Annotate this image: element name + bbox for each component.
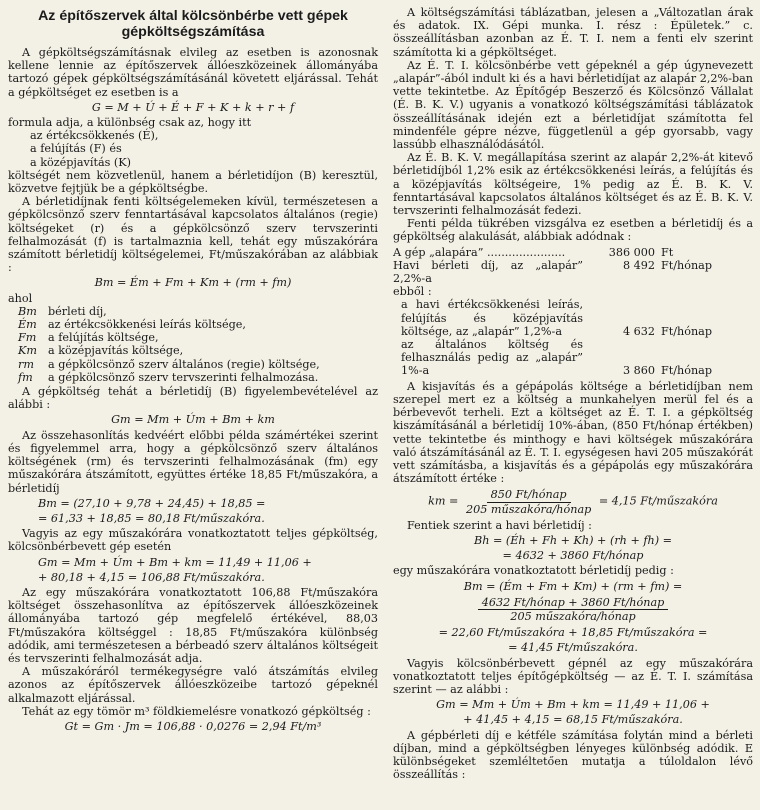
formula-km: km = $\frac{\text{850 Ft/hónap}}{\text{205 műszakóra/hónap}}$ = 4,15 Ft/műszakóra: [428, 488, 718, 516]
formula-bm-calc-2: = 61,33 + 18,85 = 80,18 Ft/műszakóra.: [38, 511, 265, 525]
formula-bm-3: = 22,60 Ft/műszakóra + 18,85 Ft/műszakóra =: [438, 626, 708, 640]
paragraph: A gépbérleti díj e kétféle számítása folytán mind a bérleti díjban, mind a gépköltségben lényeges különbség adódik. E különbségeket szemléltetően mutatja a túloldalon lévő összeállítás :: [393, 728, 753, 782]
paragraph: Vagyis az egy műszakórára vonatkoztatott teljes gépköltség, kölcsönbérbevett gép esetén: [8, 527, 378, 554]
formula-gm-etI-1: Gm = Mm + Úm + Bm + km = 11,49 + 11,06 +: [436, 698, 710, 712]
table-subheading: ebből :: [393, 285, 432, 299]
formula-gt: Gt = Gm · Jm = 106,88 · 0,0276 = 2,94 Ft/m³: [64, 719, 322, 733]
table-row: Havi bérleti díj, az „alapár” 2,2%-a 8 492 Ft/hónap: [393, 258, 713, 286]
formula-gm-calc-2: + 80,18 + 4,15 = 106,88 Ft/műszakóra.: [38, 570, 265, 584]
paragraph: Tehát az egy tömör m³ földkiemelésre vonatkozó gépköltség :: [22, 704, 371, 718]
table-row: a havi értékcsökkenési leírás, felújítás és középjavítás költsége, az „alapár” 1,2%-a 4 632 Ft/hónap: [401, 298, 713, 338]
paragraph: Az É. B. K. V. megállapítása szerint az alapár 2,2%-át kitevő bérletidíjból 1,2% esik az értékcsökkenési leírás, a felújítás és a középjavítás költségeire, 1% pedig az É. B. K. V. fenntartásával kapcsolatos általános költséget és az É. B. K. V. tervszerinti felhalmozását fedezi.: [393, 151, 753, 218]
list-item: a középjavítás (K): [30, 155, 132, 169]
formula-bm-1: Bm = (Ém + Fm + Km) + (rm + fm) =: [463, 579, 683, 593]
formula-bm-calc-1: Bm = (27,10 + 9,78 + 24,45) + 18,85 =: [38, 496, 266, 510]
definitions: [8, 292, 378, 384]
definition-row: Fm a felújítás költsége,: [18, 331, 159, 345]
right-column: [393, 6, 753, 781]
paragraph: A bérletidíjnak fenti költségelemeken kívül, természetesen a gépkölcsönző szerv fenntartásával kapcsolatos általános (regie) költségeket (r) és a gépkölcsönző szerv tervszerinti felhalmozását (f) is tartalmaznia kell, tehát egy műszakórára számított bérletidíj költségelemei, Ft/műszakórában az alábbiak :: [8, 195, 378, 275]
formula-bh-2: = 4632 + 3860 Ft/hónap: [502, 549, 644, 563]
fraction: $\frac{\text{4632 Ft/hónap + 3860 Ft/hónap}}{\text{205 műszakóra/hónap}}$: [478, 596, 669, 623]
formula-bm: Bm = Ém + Fm + Km + (rm + fm): [94, 276, 292, 290]
paragraph: Fentiek szerint a havi bérletidíj :: [407, 518, 592, 532]
definition-row: fm a gépkölcsönző szerv tervszerinti felhalmozása.: [18, 370, 319, 384]
formula-bm-4: = 41,45 Ft/műszakóra.: [508, 641, 638, 655]
list-item: a felújítás (F) és: [30, 142, 122, 156]
paragraph: A műszakóráról termékegységre való átszámítás elvileg azonos az építőszervek állóeszközeibe tartozó gépeknél alkalmazott eljárással.: [8, 665, 378, 705]
paragraph: Az egy műszakórára vonatkoztatott 106,88 Ft/műszakóra költséget összehasonlítva az építőszervek állóeszközeinek állományába tartozó gép megfelelő értékével, 88,03 Ft/műszakóra költséggel : 18,85 Ft/műszakóra különbség adódik, ami természetesen a bérbeadó szerv általános költségeit és tervszerinti felhalmozását adja.: [8, 585, 378, 665]
fraction: $\frac{\text{850 Ft/hónap}}{\text{205 műszakóra/hónap}}$: [465, 488, 592, 516]
paragraph: Vagyis kölcsönbérbevett gépnél az egy műszakórára vonatkoztatott teljes építőgépköltség — az É. T. I. számítása szerint — az alábbi :: [393, 656, 753, 696]
left-column: [8, 6, 378, 735]
paragraph: Fenti példa tükrében vizsgálva ez esetben a bérletidíj és a gépköltség alakulását, alábbiak adódnak :: [393, 217, 753, 244]
formula-gm-etI-2: + 41,45 + 4,15 = 68,15 Ft/műszakóra.: [463, 713, 683, 727]
paragraph: A gépköltségszámításnak elvileg az esetben is azonosnak kellene lennie az építőszervek állóeszközeinek állományába tartozó gépek gépköltségszámításánál követett eljárással. Tehát a gépköltséget ez esetben is a: [8, 46, 378, 99]
formula-g: G = M + Ú + É + F + K + k + r + f: [91, 100, 295, 114]
cost-list: [8, 129, 378, 169]
paragraph: Az összehasonlítás kedvéért előbbi példa számértékei szerint és figyelemmel arra, hogy a gépkölcsönző szerv általános költségének (rm) és tervszerinti felhalmozásának (fm) egy műszakórára átszámított, együttes értéke 18,85 Ft/műszakóra, a bérletidíj: [8, 428, 378, 495]
paragraph: egy műszakórára vonatkoztatott bérletidíj pedig :: [393, 564, 674, 578]
paragraph: A kisjavítás és a gépápolás költsége a bérletidíjban nem szerepel mert ez a költség a munkahelyen merül fel és a bérbevevőt terheli. Ezt a költséget az É. T. I. a gépköltség kiszámításánál a bérletidíj 10%-ában, (850 Ft/hónap értékben) vette tekintetbe és minthogy e havi költségek műszakórára való átszámításánál az É. T. I. egységesen havi 205 műszakórát vett számításba, a kisjavítás és a gépápolás egy műszakórára átszámított értéke :: [393, 379, 753, 486]
paragraph: költségét nem közvetlenül, hanem a bérletidíjon (B) keresztül, közvetve fejtjük be a gépköltségbe.: [8, 168, 378, 196]
formula-gm: Gm = Mm + Úm + Bm + km: [111, 413, 275, 427]
rental-table: [393, 246, 753, 378]
definitions-intro: ahol: [8, 291, 33, 305]
article-title: Az építőszervek által kölcsönbérbe vett gépek gépköltségszámítása: [38, 8, 348, 40]
paragraph: A költségszámítási táblázatban, jelesen a „Változatlan árak és adatok. IX. Gépi munka. I. rész : Épületek.” c. összeállításban azonban az É. T. I. nem a fenti elv szerint számította ki a gépköltséget.: [393, 6, 753, 59]
definition-row: Km a középjavítás költsége,: [18, 344, 184, 358]
paragraph: Az É. T. I. kölcsönbérbe vett gépeknél a gép úgynevezett „alapár”-ából indult ki és a havi bérletidíjat az alapár 2,2%-ban vette tekintetbe. Az Építőgép Beszerző és Kölcsönző Vállalat (É. B. K. V.) ugyanis a vonatkozó költségszámítási táblázatok összeállításának idején ezt a bérletidíjat számította fel mindenféle gépre nézve, függetlenül a gép gyorsabb, vagy lassúbb elhasználódásától.: [393, 58, 753, 152]
formula-bh-1: Bh = (Éh + Fh + Kh) + (rh + fh) =: [473, 533, 673, 547]
definition-row: rm a gépkölcsönző szerv általános (regie) költsége,: [18, 357, 320, 371]
definition-row: Bm bérleti díj,: [18, 304, 107, 318]
table-row: A gép „alapára” ...................... 386 000 Ft: [393, 245, 674, 259]
paragraph: formula adja, a különbség csak az, hogy itt: [8, 116, 252, 130]
paragraph: A gépköltség tehát a bérletidíj (B) figyelembevételével az alábbi :: [8, 385, 378, 412]
formula-gm-calc-1: Gm = Mm + Úm + Bm + km = 11,49 + 11,06 +: [38, 555, 312, 569]
table-row: az általános költség és felhasználás pedig az „alapár” 1%-a 3 860 Ft/hónap: [401, 338, 713, 378]
formula-bm-fraction: [393, 596, 753, 623]
definition-row: Ém az értékcsökkenési leírás költsége,: [18, 318, 246, 332]
list-item: az értékcsökkenés (É),: [30, 129, 159, 143]
